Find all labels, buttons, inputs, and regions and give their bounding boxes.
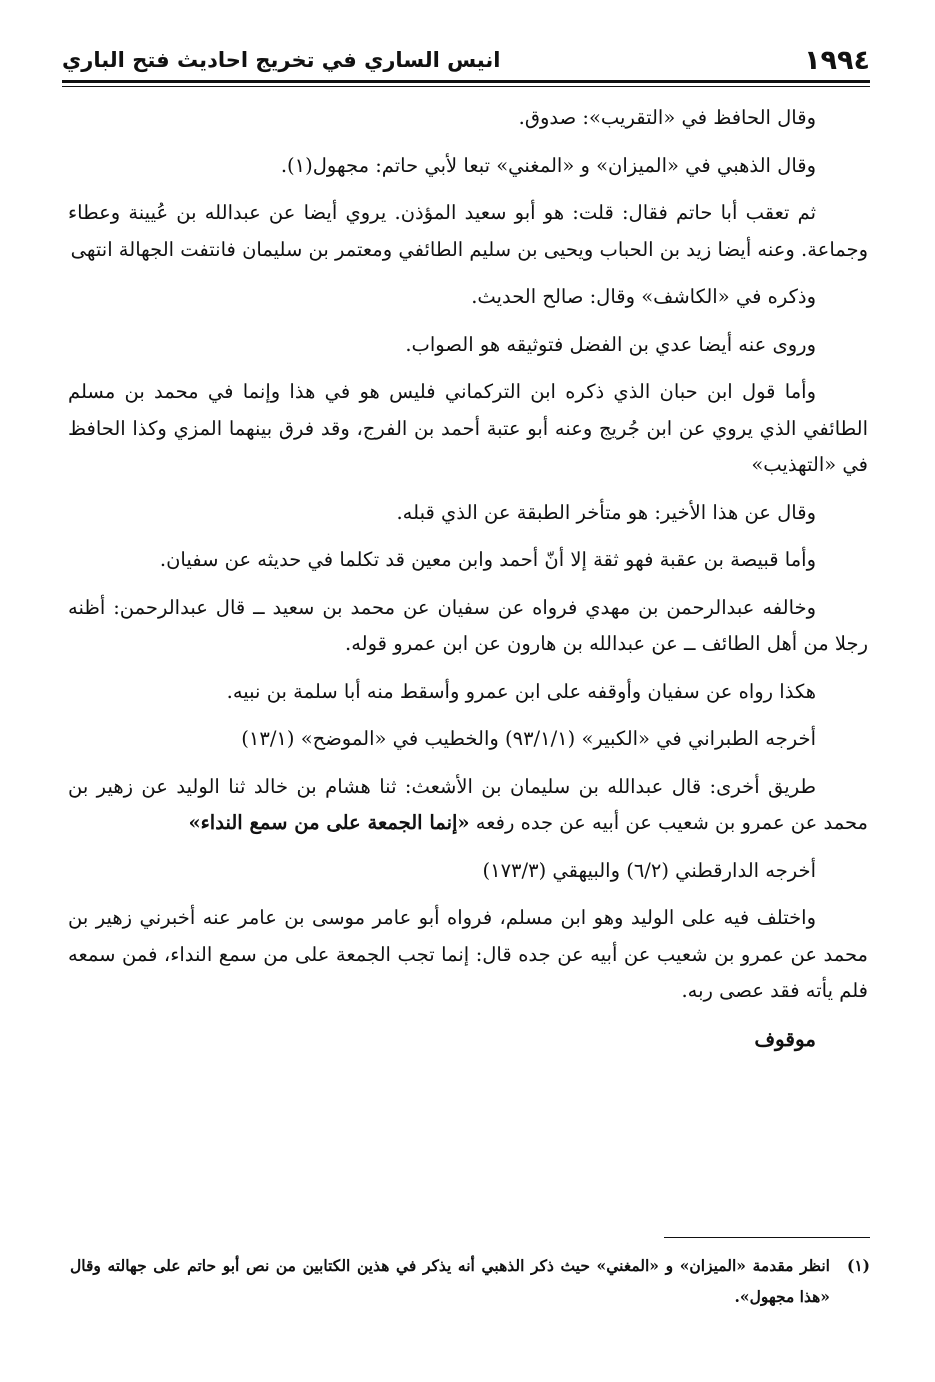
paragraph-text: طريق أخرى: قال عبدالله بن سليمان بن الأشعث: ثنا هشام بن خالد ثنا الوليد عن زهير بن محمد عن عمرو بن شعيب عن أبيه عن جده رفعه <box>68 774 868 834</box>
paragraph-text: وروى عنه أيضا عدي بن الفضل فتوثيقه هو الصواب. <box>405 332 816 356</box>
paragraph-text: وخالفه عبدالرحمن بن مهدي فرواه عن سفيان عن محمد بن سعيد ــ قال عبدالرحمن: أظنه رجلا من أهل الطائف ــ عن عبدالله بن هارون عن ابن عمرو قوله. <box>68 595 868 655</box>
page-number: ١٩٩٤ <box>804 44 870 76</box>
header-rule-thick <box>62 80 870 83</box>
paragraph <box>68 374 868 484</box>
paragraph-text: وأما قبيصة بن عقبة فهو ثقة إلا أنّ أحمد وابن معين قد تكلما في حديثه عن سفيان. <box>159 548 816 571</box>
paragraph <box>68 100 868 137</box>
paragraph <box>68 674 868 711</box>
paragraph-text: أخرجه الدارقطني (٦/٢) والبيهقي (١٧٣/٣) <box>482 858 816 882</box>
paragraph-text: وقال الذهبي في «الميزان» و «المغني» تبعا لأبي حاتم: مجهول(١). <box>280 153 816 177</box>
paragraph-text: واختلف فيه على الوليد وهو ابن مسلم، فرواه أبو عامر موسى بن عامر عنه أخبرني زهير بن محمد عن عمرو بن شعيب عن أبيه عن جده قال: إنما تجب الجمعة على من سمع النداء، فمن سمعه فلم يأته فقد عصى ربه. <box>68 906 868 1002</box>
running-header <box>62 40 870 80</box>
footnote-rule <box>664 1237 870 1238</box>
paragraph <box>68 542 868 579</box>
running-title: انيس الساري في تخريج احاديث فتح الباري <box>62 48 501 72</box>
footnote-marker: (١) <box>846 1256 870 1275</box>
section-heading: موقوف <box>754 1026 816 1051</box>
footnotes <box>70 1250 870 1312</box>
footnote <box>70 1250 870 1312</box>
paragraph-text: وأما قول ابن حبان الذي ذكره ابن التركماني فليس هو في هذا وإنما في محمد بن مسلم الطائفي الذي يروي عن ابن جُريج وعنه أبو عتبة أحمد بن الفرج، وقد فرق بينهما المزي وكذا الحافظ في «التهذيب» <box>68 380 868 476</box>
paragraph-text: وذكره في «الكاشف» وقال: صالح الحديث. <box>471 285 816 308</box>
paragraph <box>68 590 868 663</box>
paragraph <box>68 279 868 316</box>
paragraph <box>68 195 868 268</box>
paragraph-text: ثم تعقب أبا حاتم فقال: قلت: هو أبو سعيد المؤذن. يروي أيضا عن عبدالله بن عُيينة وعطاء وجماعة. وعنه أيضا زيد بن الحباب ويحيى بن سليم الطائفي ومعتمر بن سليمان فانتفت الجهالة انتهى <box>68 201 868 261</box>
header-rule-thin <box>62 86 870 87</box>
hadith-quote: «إنما الجمعة على من سمع النداء» <box>188 811 470 834</box>
paragraph-text: أخرجه الطبراني في «الكبير» (٩٣/١/١) والخطيب في «الموضح» (١٣/١) <box>241 727 816 750</box>
paragraph <box>68 148 868 185</box>
footnote-text: انظر مقدمة «الميزان» و «المغني» حيث ذكر الذهبي أنه يذكر في هذين الكتابين من نص أبو حاتم على جهالته وقال «هذا مجهول». <box>70 1256 830 1306</box>
paragraph-text: هكذا رواه عن سفيان وأوقفه على ابن عمرو وأسقط منه أبا سلمة بن نبيه. <box>226 679 816 703</box>
paragraph <box>68 900 868 1010</box>
body-text <box>68 100 868 1077</box>
paragraph <box>68 769 868 842</box>
paragraph <box>68 721 868 758</box>
paragraph-text: وقال عن هذا الأخير: هو متأخر الطبقة عن الذي قبله. <box>396 500 816 524</box>
paragraph <box>68 495 868 532</box>
paragraph-text: وقال الحافظ في «التقريب»: صدوق. <box>518 106 816 129</box>
paragraph <box>68 327 868 364</box>
paragraph <box>68 853 868 890</box>
